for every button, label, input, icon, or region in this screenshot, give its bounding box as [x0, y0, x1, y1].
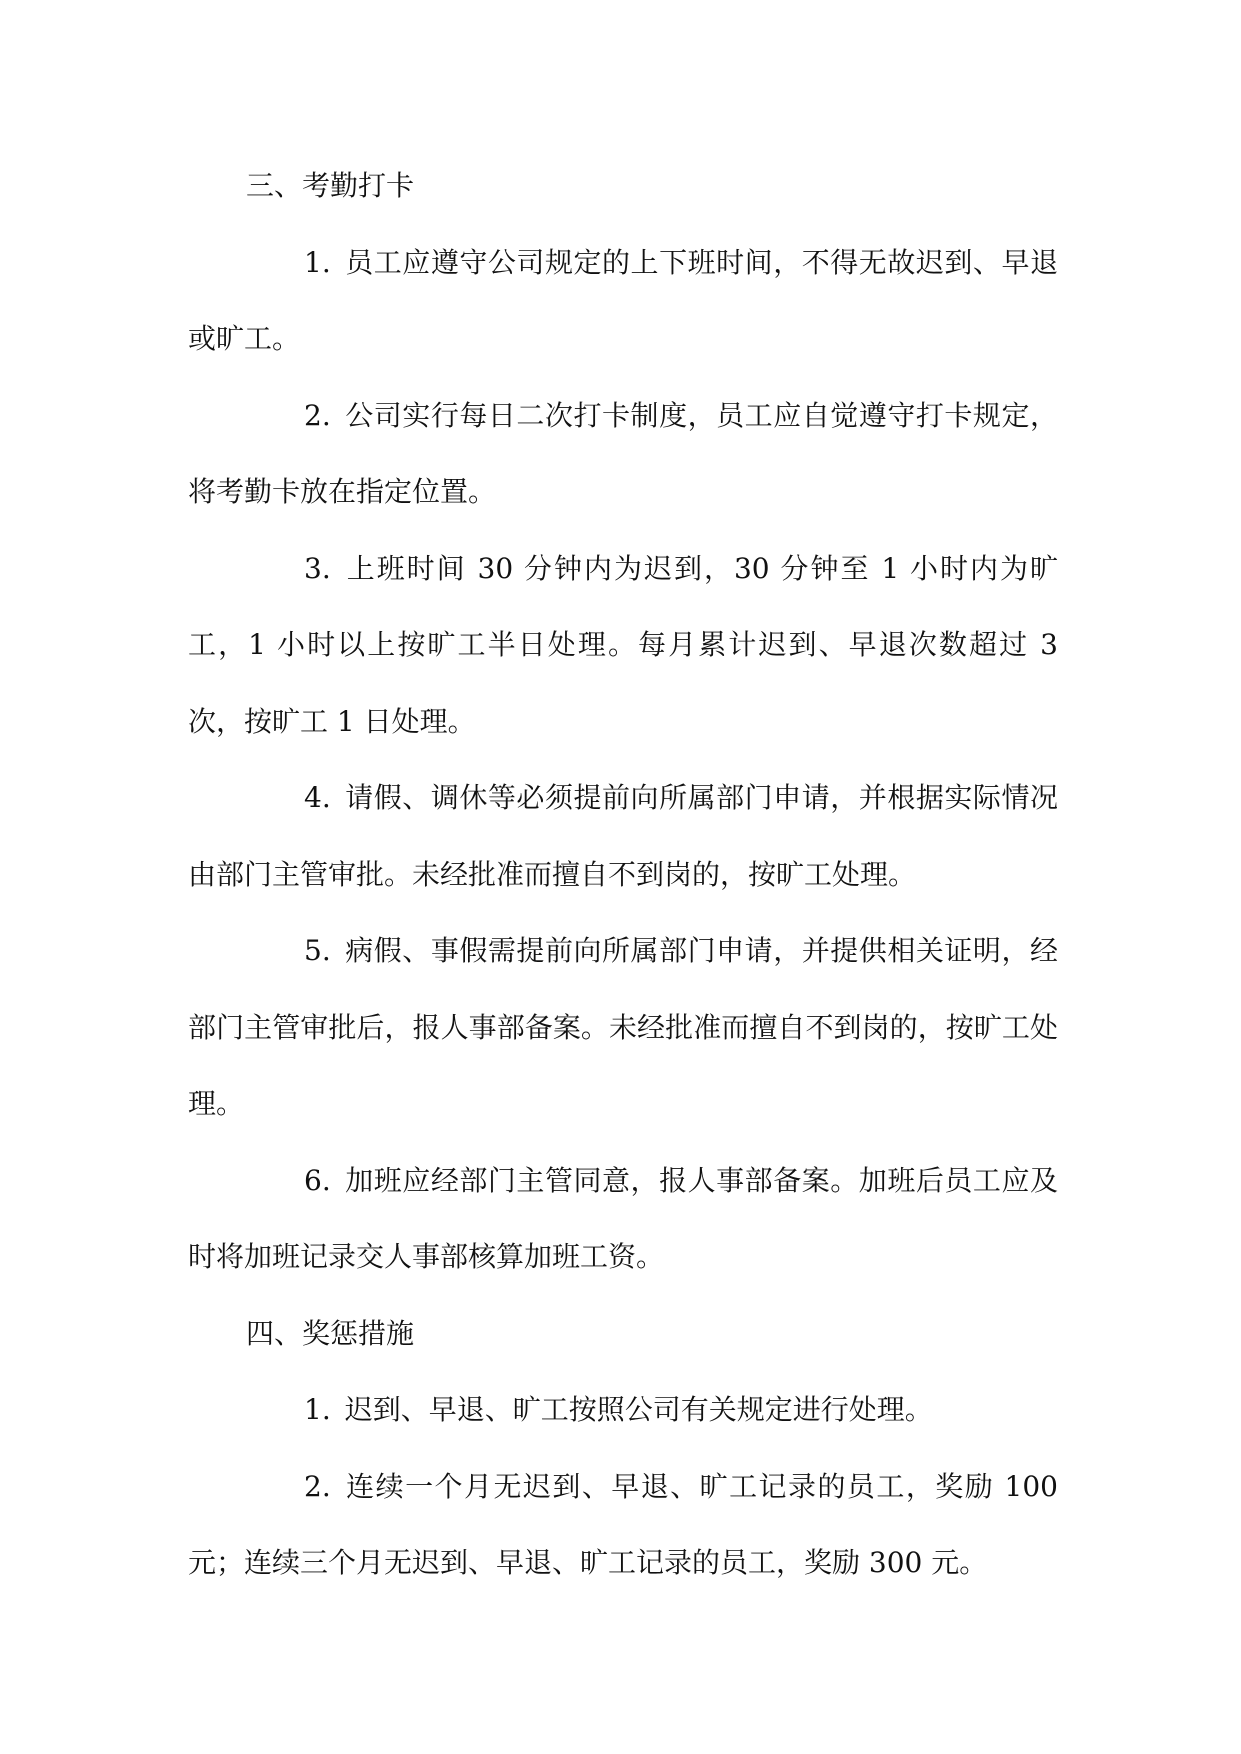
item-number: 2.	[304, 1469, 331, 1503]
list-item	[188, 1449, 1058, 1602]
paragraph-text: 公司实行每日二次打卡制度，员工应自觉遵守打卡规定，将考勤卡放在指定位置。	[188, 398, 1058, 508]
item-number: 6.	[304, 1163, 331, 1197]
item-number: 3.	[304, 551, 331, 585]
list-item	[188, 531, 1058, 761]
list-item	[188, 225, 1058, 378]
paragraph-text: 三、考勤打卡	[246, 169, 415, 202]
paragraph-text: 加班应经部门主管同意，报人事部备案。加班后员工应及时将加班记录交人事部核算加班工资。	[188, 1163, 1058, 1273]
list-item	[188, 913, 1058, 1143]
paragraph-text: 员工应遵守公司规定的上下班时间，不得无故迟到、早退或旷工。	[188, 245, 1058, 355]
list-item	[188, 1143, 1058, 1296]
section-heading-attendance	[188, 148, 1058, 225]
section-heading-rewards	[188, 1296, 1058, 1373]
item-number: 1.	[304, 1393, 331, 1426]
document-body	[188, 148, 1058, 1602]
paragraph-text: 请假、调休等必须提前向所属部门申请，并根据实际情况由部门主管审批。未经批准而擅自不到岗的，按旷工处理。	[188, 781, 1058, 891]
item-number: 5.	[304, 934, 331, 967]
paragraph-text: 上班时间 30 分钟内为迟到，30 分钟至 1 小时内为旷工，1 小时以上按旷工半日处理。每月累计迟到、早退次数超过 3 次，按旷工 1 日处理。	[188, 551, 1058, 738]
paragraph-text: 病假、事假需提前向所属部门申请，并提供相关证明，经部门主管审批后，报人事部备案。未经批准而擅自不到岗的，按旷工处理。	[188, 934, 1058, 1120]
paragraph-text: 四、奖惩措施	[246, 1316, 415, 1350]
list-item	[188, 1372, 1058, 1449]
paragraph-text: 连续一个月无迟到、早退、旷工记录的员工，奖励 100 元；连续三个月无迟到、早退、旷工记录的员工，奖励 300 元。	[188, 1469, 1058, 1579]
item-number: 1.	[304, 245, 331, 279]
list-item	[188, 760, 1058, 913]
list-item	[188, 378, 1058, 531]
item-number: 2.	[304, 398, 331, 432]
item-number: 4.	[304, 781, 331, 814]
paragraph-text: 迟到、早退、旷工按照公司有关规定进行处理。	[344, 1393, 933, 1426]
